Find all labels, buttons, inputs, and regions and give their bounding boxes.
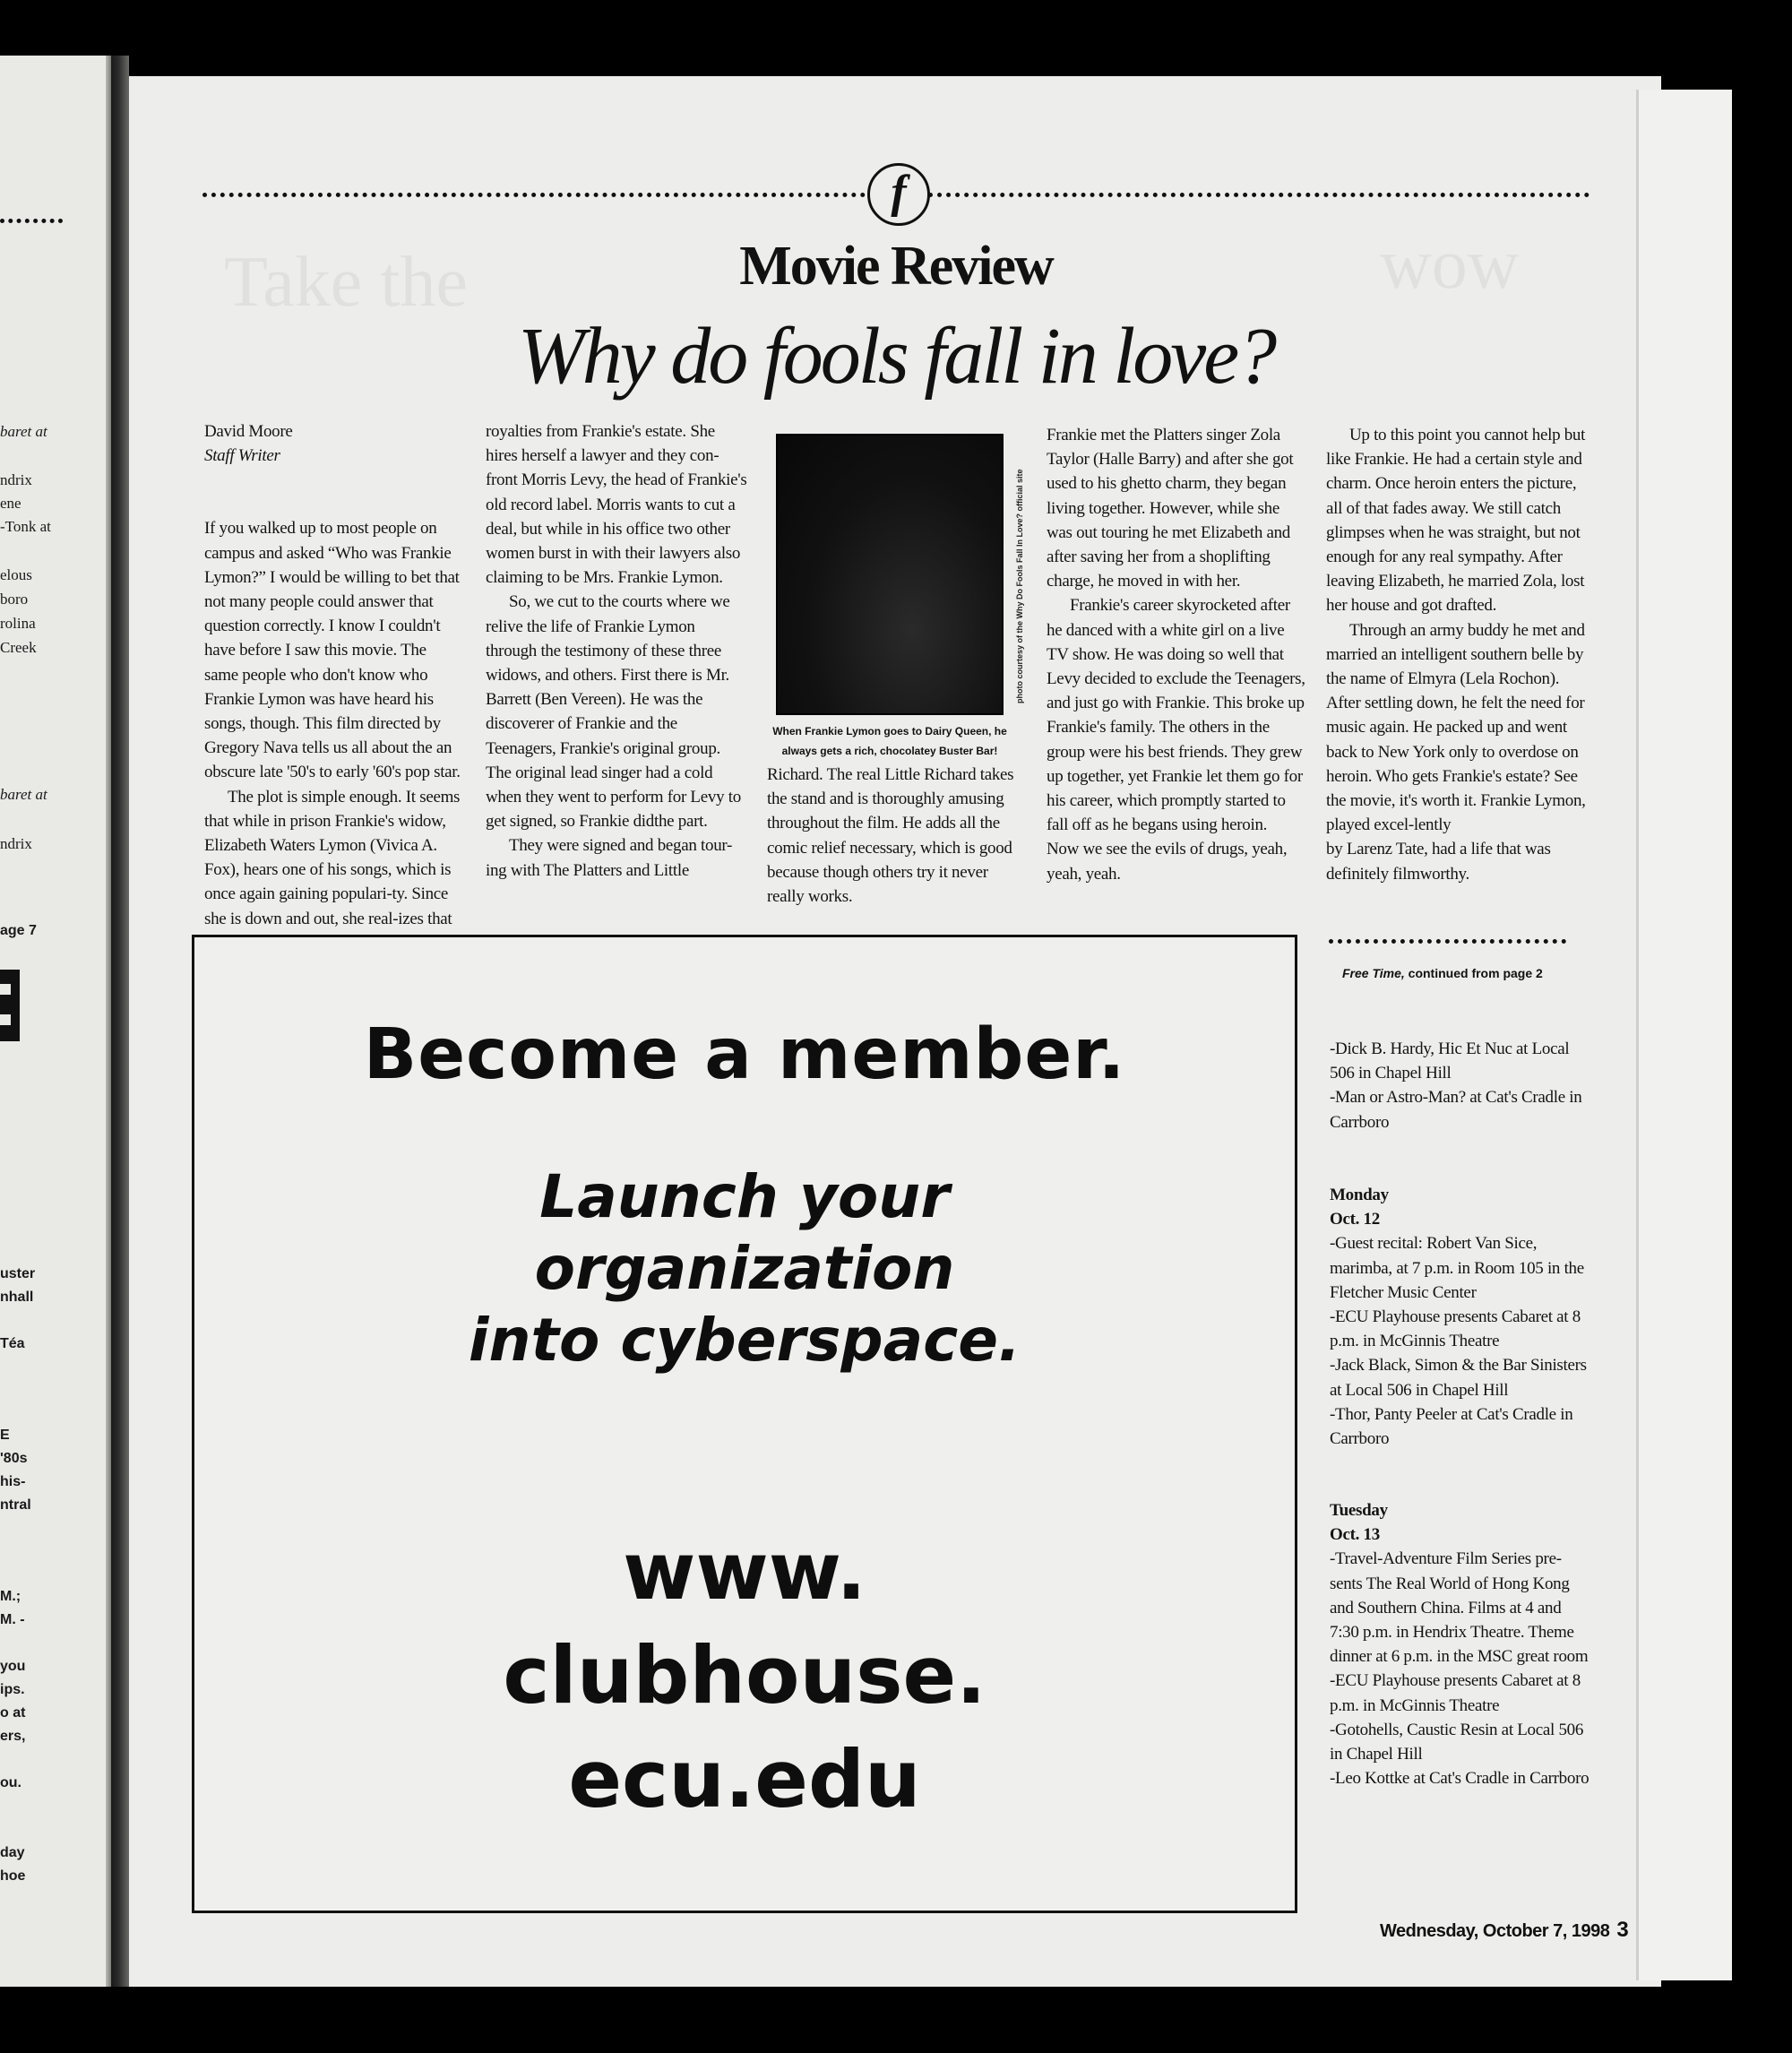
byline — [204, 419, 464, 468]
left-page-text-fragment: nhall — [0, 1290, 34, 1305]
left-page-text-fragment: Téa — [0, 1336, 25, 1351]
ad-url-line: ecu.edu — [568, 1733, 921, 1825]
listing-item: -ECU Playhouse presents Cabaret at 8 p.m. in McGinnis Theatre — [1330, 1671, 1581, 1715]
ad-headline: Become a member. — [363, 1014, 1126, 1095]
left-page-text-fragment: E — [0, 1428, 10, 1443]
listing-item: -Jack Black, Simon & the Bar Sinisters at Local 506 in Chapel Hill — [1330, 1356, 1587, 1400]
continued-label — [1342, 966, 1543, 980]
header-dotted-rule-left — [202, 193, 866, 197]
left-page-text-fragment: M.; — [0, 1589, 22, 1604]
left-page-text-fragment: Creek — [0, 639, 37, 656]
listing-item: -Gotohells, Caustic Resin at Local 506 in Chapel Hill — [1330, 1720, 1584, 1764]
ad-url-line: www. — [623, 1525, 866, 1617]
left-page-text-fragment: ers, — [0, 1729, 26, 1744]
article-column-1 — [204, 419, 464, 955]
left-page-text-fragment: -Tonk at — [0, 518, 51, 535]
left-page-text-fragment: ntral — [0, 1497, 31, 1513]
article-paragraph: The plot is simple enough. It seems that while in prison Frankie's widow, Elizabeth Waters Lymon (Vivica A. Fox), hears one of his songs, which is once again gaining populari-ty. Since she is down and out, she real-izes that — [204, 787, 461, 928]
ad-url — [194, 1520, 1295, 1832]
byline-author: David Moore — [204, 422, 293, 441]
listing-item: -Dick B. Hardy, Hic Et Nuc at Local 506 in Chapel Hill — [1330, 1039, 1570, 1083]
ad-subheadline-line: into cyberspace. — [468, 1306, 1021, 1375]
article-column-4 — [1047, 423, 1308, 886]
left-page-text-fragment: age 7 — [0, 923, 37, 938]
left-page-dotted-rule — [0, 219, 63, 223]
listings-tuesday — [1330, 1498, 1590, 1790]
left-page-text-fragment: ips. — [0, 1682, 25, 1697]
left-page-text-fragment: ou. — [0, 1775, 22, 1790]
left-page-text-fragment: rolina — [0, 615, 36, 632]
left-page-text-fragment: o at — [0, 1705, 26, 1721]
article-paragraph: So, we cut to the courts where we relive the life of Frankie Lymon through the testimony of these three widows, and others. First there is Mr. Barrett (Ben Vereen). He was the discoverer of Frankie and the Teenagers, Frankie's original group. The original lead singer had a cold when they went to perform for Levy to get signed, so Frankie didthe part. — [486, 592, 741, 832]
page-spine — [111, 56, 129, 1987]
left-page-text-fragment: elous — [0, 566, 32, 583]
continued-section-name: Free Time, — [1342, 966, 1405, 980]
listing-day: Monday — [1330, 1186, 1389, 1204]
next-page-edge — [1636, 90, 1732, 1980]
section-kicker: Movie Review — [739, 236, 1053, 297]
listings-continued-items — [1330, 1037, 1590, 1134]
left-page-text-fragment: hoe — [0, 1868, 26, 1884]
article-column-5 — [1326, 423, 1586, 886]
left-page-text-fragment: day — [0, 1845, 25, 1860]
listing-day: Tuesday — [1330, 1501, 1388, 1520]
ad-url-line: clubhouse. — [503, 1629, 986, 1721]
listing-date: Oct. 13 — [1330, 1525, 1380, 1545]
continued-from-text: continued from page 2 — [1404, 966, 1543, 980]
ad-subheadline — [194, 1161, 1295, 1376]
ad-subheadline-line: Launch your — [539, 1162, 950, 1231]
article-paragraph: by Larenz Tate, had a life that was definitely filmworthy. — [1326, 840, 1551, 884]
header-dotted-rule-right — [928, 193, 1590, 197]
article-column-3 — [767, 763, 1016, 909]
left-page-text-fragment: ndrix — [0, 835, 32, 852]
listing-item: -ECU Playhouse presents Cabaret at 8 p.m. in McGinnis Theatre — [1330, 1307, 1581, 1351]
article-paragraph: Frankie's career skyrocketed after he danced with a white girl on a live TV show. He was doing so well that Levy decided to exclude the Teenagers, and just go with Frankie. This broke up Frankie's family. The others in the group were his best friends. They grew up together, yet Frankie let them go for his career, which promptly started to fall off as he begans using heroin. — [1047, 596, 1305, 835]
article-paragraph: They were signed and began tour-ing with The Platters and Little — [486, 836, 733, 880]
article-column-1-body — [204, 516, 464, 955]
left-page-text-fragment: uster — [0, 1266, 36, 1281]
article-column-2 — [486, 419, 747, 883]
issue-date: Wednesday, October 7, 1998 — [1380, 1921, 1610, 1941]
listing-item: -Guest recital: Robert Van Sice, marimba, at 7 p.m. in Room 105 in the Fletcher Music Center — [1330, 1234, 1584, 1302]
left-page-text-fragment: ene — [0, 495, 22, 512]
left-page-text-fragment: you — [0, 1659, 26, 1674]
page-number: 3 — [1616, 1918, 1629, 1942]
article-photo — [776, 434, 1004, 715]
clubhouse-advertisement — [192, 935, 1297, 1913]
listings-dotted-rule — [1329, 939, 1566, 944]
article-paragraph: Frankie met the Platters singer Zola Taylor (Halle Barry) and after she got used to his ghetto charm, they began living together. However, while she was out touring he met Elizabeth and after saving her from a shoplifting charge, he moved in with her. — [1047, 426, 1294, 591]
photo-credit: photo courtesy of the Why Do Fools Fall In Love? official site — [1015, 469, 1024, 703]
listing-item: -Leo Kottke at Cat's Cradle in Carrboro — [1330, 1769, 1590, 1789]
listing-items — [1330, 1547, 1590, 1790]
left-page-text-fragment: M. - — [0, 1612, 25, 1627]
listing-item: -Thor, Panty Peeler at Cat's Cradle in Carrboro — [1330, 1404, 1573, 1449]
left-page-text-fragment: '80s — [0, 1451, 28, 1466]
photo-caption: When Frankie Lymon goes to Dairy Queen, he always gets a rich, chocolatey Buster Bar! — [772, 725, 1007, 757]
left-page-text-fragment: baret at — [0, 423, 47, 440]
listing-date: Oct. 12 — [1330, 1210, 1380, 1229]
byline-role: Staff Writer — [204, 446, 280, 466]
left-page-text-fragment: his- — [0, 1474, 26, 1489]
headline: Why do fools fall in love? — [517, 312, 1275, 401]
left-facing-page — [0, 56, 111, 1987]
listing-item: -Man or Astro-Man? at Cat's Cradle in Carrboro — [1330, 1088, 1582, 1132]
ad-subheadline-line: organization — [534, 1234, 955, 1303]
article-paragraph: Now we see the evils of drugs, yeah, yeah, yeah. — [1047, 840, 1288, 884]
listings-monday — [1330, 1183, 1590, 1451]
article-paragraph: Through an army buddy he met and married an intelligent southern belle by the name of Elmyra (Lela Rochon). After settling down, he felt the need for music again. He packed up and went back to New York only to overdose on heroin. Who gets Frankie's estate? See the movie, it's worth it. Frankie Lymon, played excel-lently — [1326, 620, 1586, 835]
article-paragraph: If you walked up to most people on campus and asked “Who was Frankie Lymon?” I would be willing to bet that not many people could answer that question correctly. I know I couldn't have before I saw this movie. The same people who don't know who Frankie Lymon was have heard his songs, though. This film directed by Gregory Nava tells us all about the an obscure late '50's to early '60's pop star. — [204, 519, 461, 782]
article-paragraph: Up to this point you cannot help but like Frankie. He had a certain style and charm. Once heroin enters the picture, all of that fades away. We still catch glimpses when he was straight, but not enough for any real sympathy. After leaving Elizabeth, he married Zola, lost her house and got drafted. — [1326, 426, 1586, 616]
left-page-text-fragment: baret at — [0, 786, 47, 803]
section-logo-icon: f — [867, 163, 930, 226]
page-footer — [1380, 1918, 1628, 1943]
left-page-text-fragment: boro — [0, 591, 29, 608]
listing-item: -Travel-Adventure Film Series pre-sents The Real World of Hong Kong and Southern China. Films at 4 and 7:30 p.m. in Hendrix Theatre. Theme dinner at 6 p.m. in the MSC great room — [1330, 1549, 1589, 1667]
article-paragraph: Richard. The real Little Richard takes the stand and is thoroughly amusing throughout the film. He adds all the comic relief necessary, which is good because though others try it never really works. — [767, 765, 1014, 907]
listing-items — [1330, 1231, 1590, 1451]
article-paragraph: royalties from Frankie's estate. She hires herself a lawyer and they con-front Morris Levy, the head of Frankie's old record label. Morris wants to cut a deal, but while in his office two other women burst in with their lawyers also claiming to be Mrs. Frankie Lymon. — [486, 422, 747, 588]
left-page-large-letter — [0, 970, 20, 1041]
left-page-text-fragment: ndrix — [0, 471, 32, 488]
